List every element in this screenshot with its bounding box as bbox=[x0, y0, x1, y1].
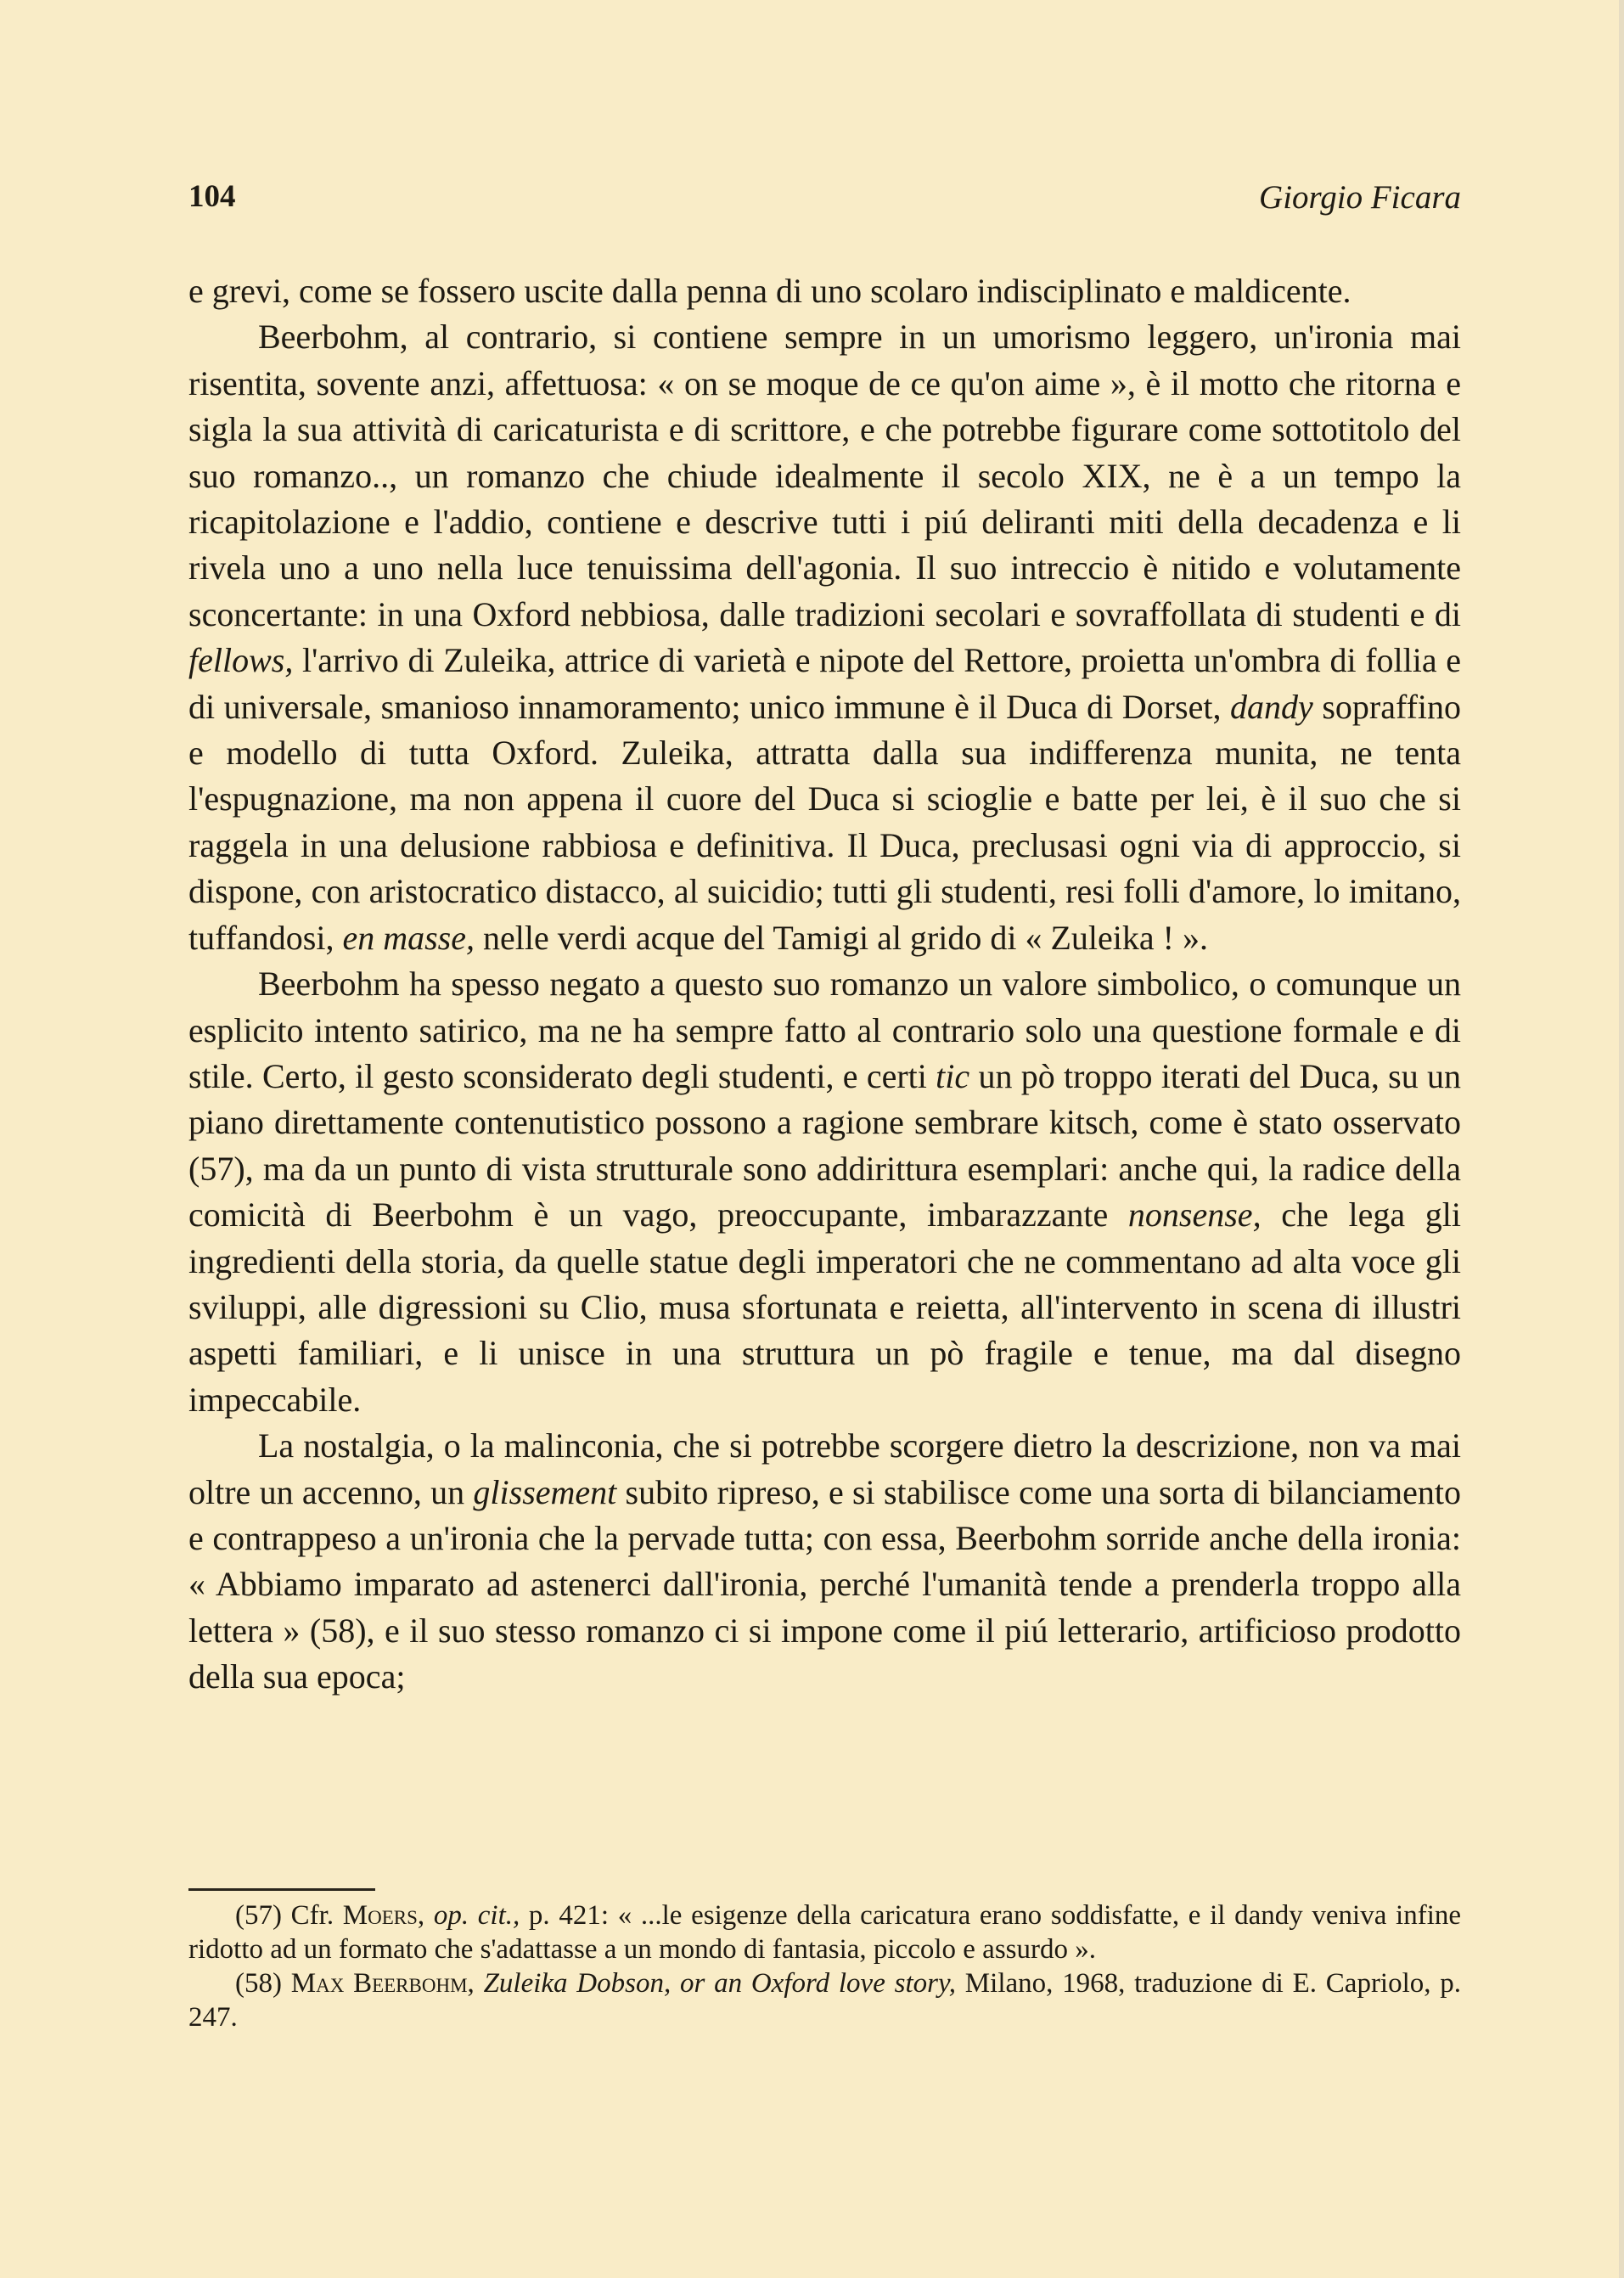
paragraph-text: che lega gli ingredienti della storia, da quelle statue degli imperatori che ne commentano ad alta voce gli sviluppi, alle digressioni su Clio, musa sfortunata e reietta, all'intervento in scena di illustri aspetti familiari, e li unisce in una struttura un pò fragile e tenue, ma dal disegno impeccabile. bbox=[188, 1195, 1462, 1419]
footnote-author: Moers bbox=[342, 1900, 418, 1931]
italic-term: dandy bbox=[1230, 687, 1313, 726]
paragraph-text: sopraffino e modello di tutta Oxford. Zuleika, attratta dalla sua indifferenza munita, ne tenta l'espugnazione, ma non appena il cuore del Duca si scioglie e batte per lei, è il suo che si raggela in una delusione rabbiosa e definitiva. Il Duca, preclusasi ogni via di approccio, si dispone, con aristocratico distacco, al suicidio; tutti gli studenti, resi folli d'amore, lo imitano, tuffandosi, bbox=[188, 687, 1461, 957]
page-edge bbox=[1619, 0, 1624, 2278]
main-text bbox=[188, 268, 1461, 1701]
paragraph-text: Beerbohm, al contrario, si contiene sempre in un umorismo leggero, un'ironia mai risentita, sovente anzi, affettuosa: « on se moque de ce qu'on aime », è il motto che ritorna e sigla la sua attività di caricaturista e di scrittore, e che potrebbe figurare come sottotitolo del suo romanzo.., un romanzo che chiude idealmente il secolo XIX, ne è a un tempo la ricapitolazione e l'addio, contiene e descrive tutti i piú deliranti miti della decadenza e li rivela uno a uno nella luce tenuissima dell'agonia. Il suo intreccio è nitido e volutamente sconcertante: in una Oxford nebbiosa, dalle tradizioni secolari e sovraffollata di studenti e di bbox=[188, 318, 1461, 633]
footnote-text: Milano, 1968, traduzione di E. Capriolo, p. 247. bbox=[188, 1968, 1462, 2033]
paragraph-text: e grevi, come se fossero uscite dalla penna di uno scolaro indisciplinato e maldicente. bbox=[188, 272, 1351, 310]
page-number: 104 bbox=[188, 179, 236, 214]
italic-term: fellows, bbox=[188, 641, 294, 680]
paragraph-text: un pò troppo iterati del Duca, su un piano direttamente contenutistico possono a ragione sembrare kitsch, come è stato osservato (57), ma da un punto di vista strutturale sono addirittura esemplari: anche qui, la radice della comicità di Beerbohm è un vago, preoccupante, imbarazzante bbox=[188, 1056, 1462, 1235]
footnote-title: Zuleika Dobson, or an Oxford love story, bbox=[483, 1968, 957, 1999]
footnote-separator: , bbox=[467, 1968, 484, 1999]
footnote-reference: op. cit., bbox=[433, 1900, 520, 1931]
paragraph-text: nelle verdi acque del Tamigi al grido di « Zuleika ! ». bbox=[475, 918, 1208, 957]
italic-term: nonsense, bbox=[1127, 1195, 1262, 1235]
paragraph-text: l'arrivo di Zuleika, attrice di varietà e nipote del Rettore, proietta un'ombra di follia e di universale, smanioso innamoramento; unico immune è il Duca di Dorset, bbox=[188, 641, 1461, 726]
footnote-58 bbox=[188, 1966, 1461, 2034]
paragraph-2 bbox=[188, 314, 1461, 961]
footnote-number: (57) Cfr. bbox=[235, 1900, 343, 1931]
page-header bbox=[188, 178, 1461, 229]
paragraph-1 bbox=[188, 268, 1461, 314]
paragraph-text: Beerbohm ha spesso negato a questo suo romanzo un valore simbolico, o comunque un esplicito intento satirico, ma ne ha sempre fatto al contrario solo una questione formale e di stile. Certo, il gesto sconsiderato degli studenti, e certi bbox=[188, 965, 1461, 1095]
footnotes bbox=[188, 1898, 1461, 2034]
paragraph-3 bbox=[188, 961, 1461, 1423]
footnote-author: Max Beerbohm bbox=[290, 1968, 468, 1999]
italic-term: tic bbox=[936, 1056, 970, 1095]
running-head: Giorgio Ficara bbox=[1259, 179, 1461, 216]
footnote-text: p. 421: « ...le esigenze della caricatura erano soddisfatte, e il dandy veniva infine ridotto ad un formato che s'adattasse a un mondo di fantasia, piccolo e assurdo ». bbox=[188, 1900, 1462, 1965]
footnote-57 bbox=[188, 1898, 1461, 1966]
footnote-divider bbox=[188, 1888, 375, 1891]
italic-term: en masse, bbox=[342, 918, 475, 957]
footnote-number: (58) bbox=[235, 1968, 291, 1999]
footnote-separator: , bbox=[417, 1900, 434, 1931]
paragraph-text: subito ripreso, e si stabilisce come una sorta di bilanciamento e contrappeso a un'ironia che la pervade tutta; con essa, Beerbohm sorride anche della ironia: « Abbiamo imparato ad astenerci dall'ironia, perché l'umanità tende a prenderla troppo alla lettera » (58), e il suo stesso romanzo ci si impone come il piú letterario, artificioso prodotto della sua epoca; bbox=[188, 1472, 1461, 1696]
italic-term: glissement bbox=[473, 1472, 617, 1511]
paragraph-text: La nostalgia, o la malinconia, che si potrebbe scorgere dietro la descrizione, non va mai oltre un accenno, un bbox=[188, 1426, 1461, 1511]
paragraph-4 bbox=[188, 1423, 1461, 1700]
